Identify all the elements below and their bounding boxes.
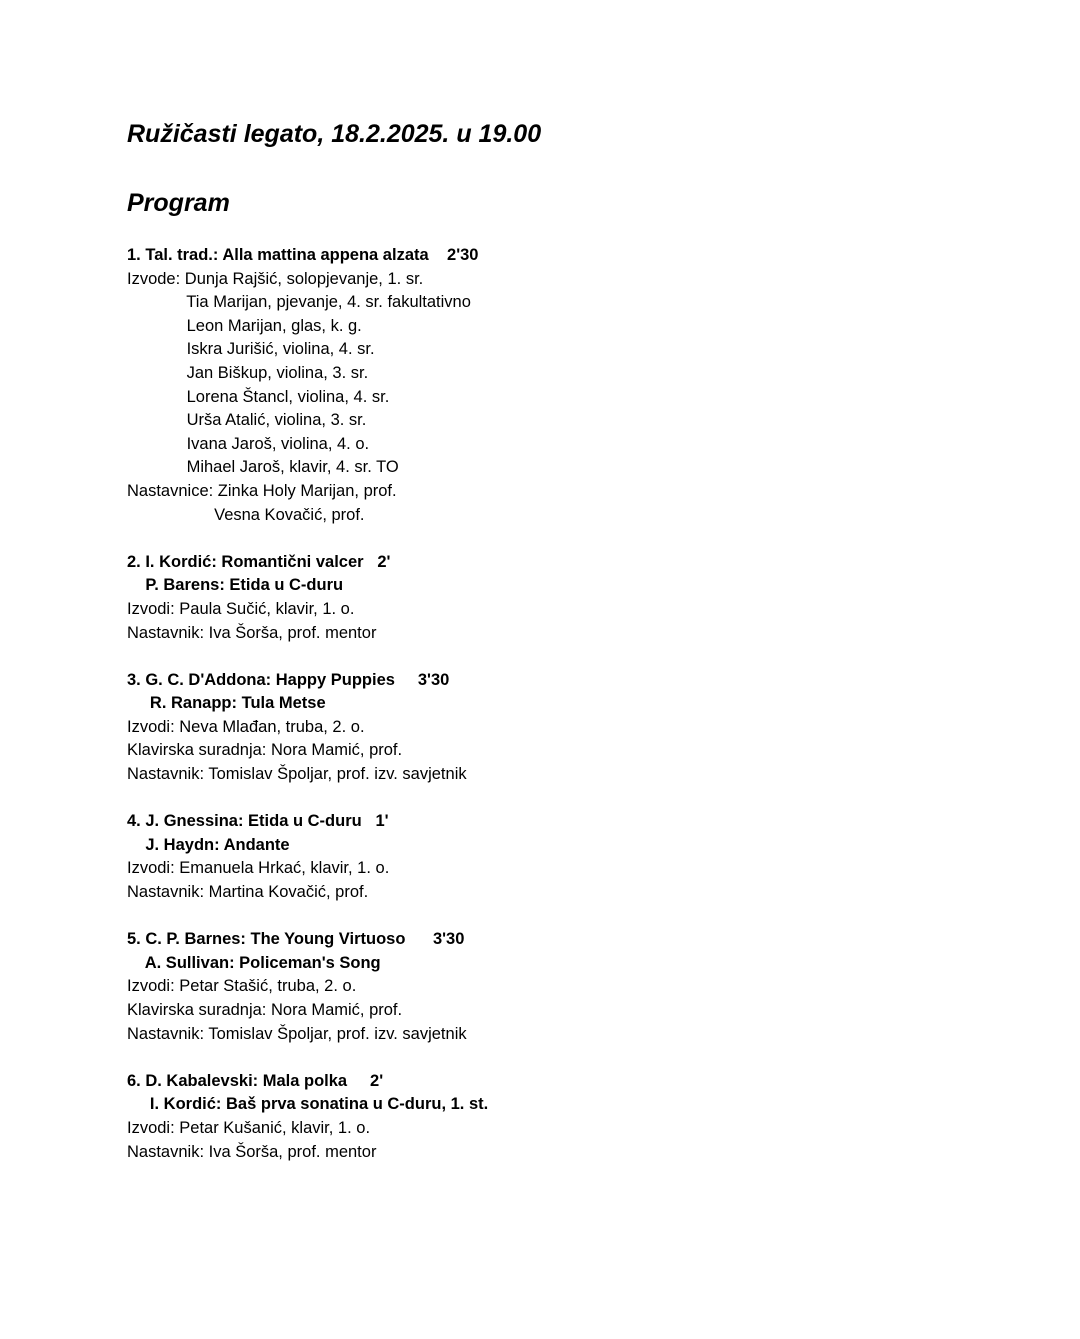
piece-line [127,834,1027,858]
performer-line: Izvodi: Neva Mlađan, truba, 2. o. [127,717,365,736]
piece-title: I. Kordić: Baš prva sonatina u C-duru, 1. st. [127,1095,489,1114]
program-item [127,810,1027,904]
performer-line: Leon Marijan, glas, k. g. [127,316,362,335]
piece-title: R. Ranapp: Tula Metse [127,694,326,713]
piece-title: 1. Tal. trad.: Alla mattina appena alzata [127,246,429,264]
program-item [127,551,1027,645]
program-item [127,928,1027,1046]
piece-duration: 2' [370,1071,384,1090]
performer-line: Klavirska suradnja: Nora Mamić, prof. [127,741,403,760]
performer-line: Iskra Jurišić, violina, 4. sr. [127,340,375,359]
piece-duration: 3'30 [432,930,465,949]
piece-title: J. Haydn: Andante [127,835,290,854]
program-item [127,669,1027,787]
piece-line [127,244,1027,268]
program-heading: Program [127,189,230,217]
piece-title: 5. C. P. Barnes: The Young Virtuoso [127,930,406,949]
performer-line: Nastavnik: Iva Šorša, prof. mentor [127,623,377,642]
piece-title: P. Barens: Etida u C-duru [127,576,344,595]
performer-line: Klavirska suradnja: Nora Mamić, prof. [127,1001,403,1019]
piece-line [127,574,1027,598]
piece-title: 3. G. C. D'Addona: Happy Puppies [127,670,395,689]
piece-gap [364,553,378,571]
performer-line: Ivana Jaroš, violina, 4. o. [127,434,370,453]
piece-title: 2. I. Kordić: Romantični valcer [127,552,364,571]
performer-line: Mihael Jaroš, klavir, 4. sr. TO [127,458,399,477]
piece-line [127,952,1027,976]
concert-title: Ružičasti legato, 18.2.2025. u 19.00 [127,120,542,148]
program-list [127,244,1027,1188]
piece-title: A. Sullivan: Policeman's Song [127,953,381,972]
piece-duration: 2' [377,552,391,571]
piece-line [127,810,1027,834]
piece-gap [395,671,418,689]
performer-line: Nastavnik: Tomislav Špoljar, prof. izv. savjetnik [127,1024,467,1043]
piece-title: 6. D. Kabalevski: Mala polka [127,1071,348,1090]
piece-duration: 3'30 [417,670,450,689]
piece-title: 4. J. Gnessina: Etida u C-duru [127,812,362,831]
piece-line [127,551,1027,575]
performer-line: Tia Marijan, pjevanje, 4. sr. fakultativno [127,293,471,312]
performer-line: Izvodi: Petar Stašić, truba, 2. o. [127,977,357,996]
performer-line: Lorena Štancl, violina, 4. sr. [127,387,390,406]
piece-line [127,692,1027,716]
performer-line: Izvodi: Petar Kušanić, klavir, 1. o. [127,1118,371,1137]
piece-gap [405,930,433,948]
performer-line: Jan Biškup, violina, 3. sr. [127,363,369,382]
piece-gap [347,1072,370,1090]
piece-gap [362,812,376,830]
performer-line: Nastavnik: Iva Šorša, prof. mentor [127,1142,377,1161]
piece-line [127,669,1027,693]
performer-line: Izvodi: Emanuela Hrkać, klavir, 1. o. [127,859,390,878]
performer-line: Nastavnik: Martina Kovačić, prof. [127,883,369,902]
program-item [127,1070,1027,1164]
piece-line [127,1093,1027,1117]
piece-line [127,928,1027,952]
piece-gap [429,246,447,264]
performer-line: Nastavnice: Zinka Holy Marijan, prof. [127,481,397,500]
performer-line: Nastavnik: Tomislav Špoljar, prof. izv. savjetnik [127,765,467,784]
performer-line: Izvodi: Paula Sučić, klavir, 1. o. [127,599,355,618]
piece-duration: 1' [375,812,389,831]
piece-duration: 2'30 [447,246,479,264]
performer-line: Urša Atalić, violina, 3. sr. [127,411,367,430]
program-item [127,244,1027,527]
piece-line [127,1070,1027,1094]
performer-line: Vesna Kovačić, prof. [127,505,365,524]
performer-line: Izvode: Dunja Rajšić, solopjevanje, 1. sr. [127,269,424,288]
